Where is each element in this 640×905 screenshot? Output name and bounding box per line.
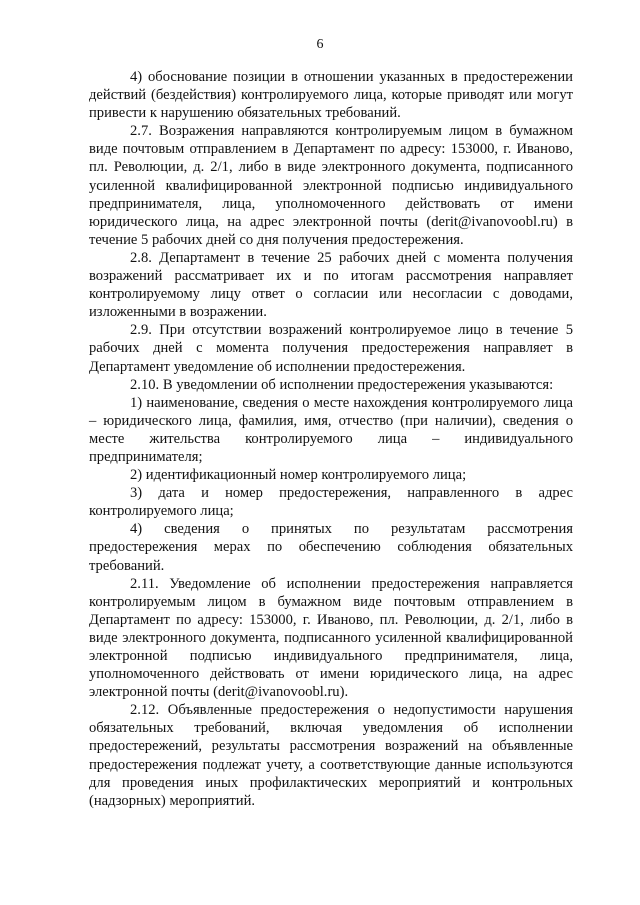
paragraph-2-7: 2.7. Возражения направляются контролируемым лицом в бумажном виде почтовым отправлением в Департамент по адресу: 153000, г. Иваново, пл. Революции, д. 2/1, либо в виде электронного документа, подписанного усиленной квалифицированной электронной подписью индивидуального предпринимателя, лица, уполномоченного действовать от имени юридического лица, на адрес электронной почты (derit@ivanovoobl.ru) в течение 5 рабочих дней со дня получения предостережения.: [89, 123, 573, 248]
paragraph-2-8: 2.8. Департамент в течение 25 рабочих дней с момента получения возражений рассматривает их и по итогам рассмотрения направляет контролируемому лицу ответ о согласии или несогласии с доводами, изложенными в возражении.: [89, 249, 573, 321]
document-body: [89, 68, 573, 810]
paragraph-item-4-justification: 4) обоснование позиции в отношении указанных в предостережении действий (бездействия) контролируемого лица, которые приводят или могут привести к нарушению обязательных требований.: [89, 69, 573, 122]
paragraph-item-2-id-number: 2) идентификационный номер контролируемого лица;: [130, 467, 467, 484]
page-number: 6: [316, 37, 324, 52]
paragraph-item-1-name: 1) наименование, сведения о месте нахождения контролируемого лица – юридического лица, фамилия, имя, отчество (при наличии), сведения о месте жительства контролируемого лица – индивидуального предпринимателя;: [89, 394, 573, 465]
paragraph-item-3-date-number: 3) дата и номер предостережения, направленного в адрес контролируемого лица;: [89, 485, 573, 520]
paragraph-2-12: 2.12. Объявленные предостережения о недопустимости нарушения обязательных требований, включая уведомления об исполнении предостережений, результаты рассмотрения возражений на объявленные предостережения подлежат учету, а соответствующие данные используются для проведения иных профилактических мероприятий и контрольных (надзорных) мероприятий.: [89, 702, 573, 809]
paragraph-2-10: 2.10. В уведомлении об исполнении предостережения указываются:: [130, 376, 554, 393]
paragraph-item-4-measures: 4) сведения о принятых по результатам рассмотрения предостережения мерах по обеспечению соблюдения обязательных требований.: [89, 521, 573, 574]
paragraph-2-11: 2.11. Уведомление об исполнении предостережения направляется контролируемым лицом в бумажном виде почтовым отправлением в Департамент по адресу: 153000, г. Иваново, пл. Революции, д. 2/1, либо в виде электронного документа, подписанного усиленной квалифицированной электронной подписью индивидуального предпринимателя, лица, уполномоченного действовать от имени юридического лица, на адрес электронной почты (derit@ivanovoobl.ru).: [89, 575, 573, 701]
paragraph-2-9: 2.9. При отсутствии возражений контролируемое лицо в течение 5 рабочих дней с момента получения предостережения направляет в Департамент уведомление об исполнении предостережения.: [89, 322, 573, 375]
